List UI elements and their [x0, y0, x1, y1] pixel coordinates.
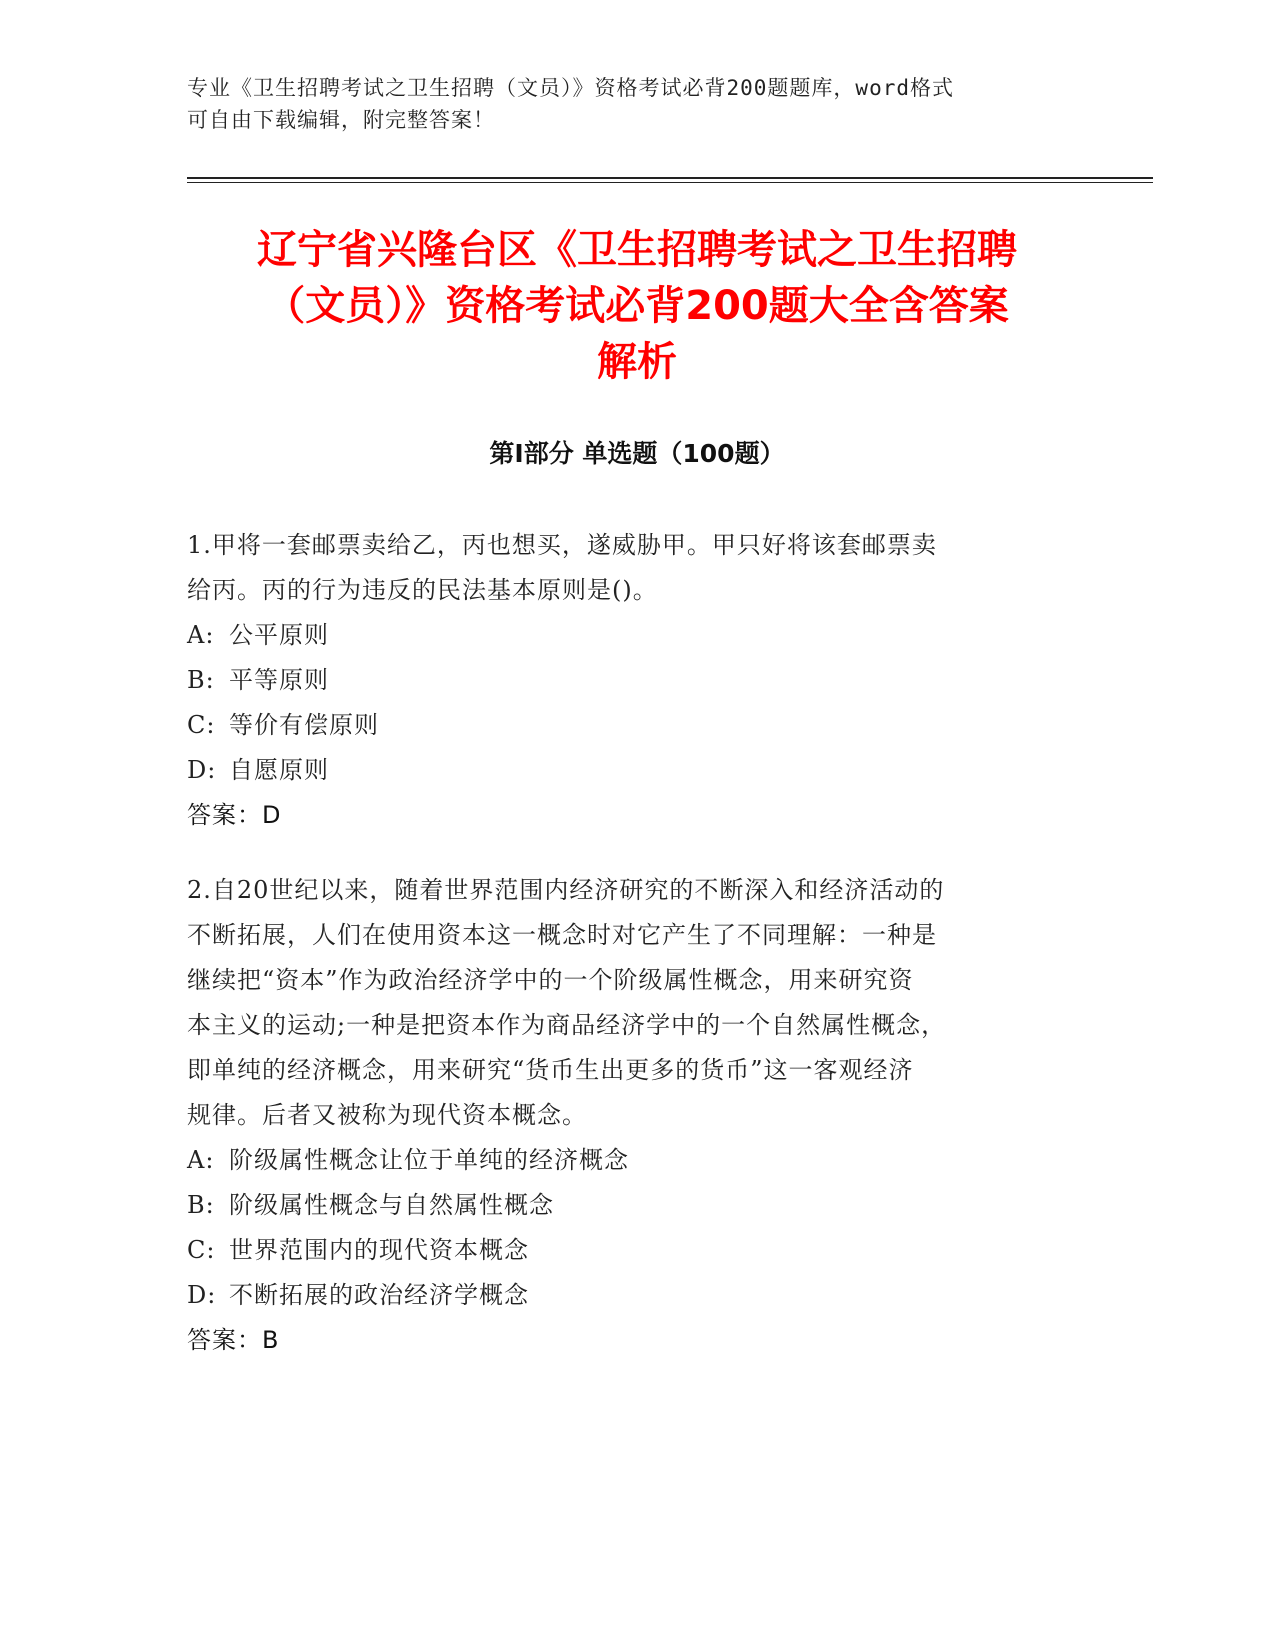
- question-1: [187, 523, 1087, 838]
- header-rule: [187, 177, 1153, 179]
- question-stem-line: 2.自20世纪以来，随着世界范围内经济研究的不断深入和经济活动的: [187, 876, 945, 904]
- answer-line: 答案：B: [187, 1326, 280, 1354]
- section-heading: 第Ⅰ部分 单选题（100题）: [489, 439, 785, 468]
- option-label: C:: [187, 711, 216, 739]
- option-label: D:: [187, 756, 217, 784]
- option-text: 等价有偿原则: [229, 711, 379, 739]
- option-label: B:: [187, 1191, 215, 1219]
- option-text: 自愿原则: [229, 756, 329, 784]
- header-note: [187, 72, 1067, 136]
- header-rule-thin: [187, 182, 1153, 183]
- question-stem-line: 继续把“资本”作为政治经济学中的一个阶级属性概念，用来研究资: [187, 966, 914, 994]
- option-label: C:: [187, 1236, 216, 1264]
- question-stem-line: 给丙。丙的行为违反的民法基本原则是()。: [187, 576, 658, 604]
- option-b: [187, 658, 1087, 703]
- option-text: 平等原则: [229, 666, 329, 694]
- option-label: B:: [187, 666, 215, 694]
- document-title: [187, 222, 1087, 390]
- option-text: 阶级属性概念与自然属性概念: [229, 1191, 554, 1219]
- header-note-line: 专业《卫生招聘考试之卫生招聘（文员）》资格考试必背200题题库，word格式: [187, 76, 954, 100]
- question-stem-line: 本主义的运动;一种是把资本作为商品经济学中的一个自然属性概念，: [187, 1011, 947, 1039]
- option-b: [187, 1183, 1087, 1228]
- answer-line: 答案：D: [187, 801, 282, 829]
- question-stem-line: 即单纯的经济概念，用来研究“货币生出更多的货币”这一客观经济: [187, 1056, 914, 1084]
- option-text: 不断拓展的政治经济学概念: [229, 1281, 529, 1309]
- title-line: 辽宁省兴隆台区《卫生招聘考试之卫生招聘: [257, 227, 1017, 273]
- title-line: 解析: [597, 339, 677, 385]
- option-a: [187, 613, 1087, 658]
- option-label: A:: [187, 621, 215, 649]
- option-d: [187, 748, 1087, 793]
- option-text: 阶级属性概念让位于单纯的经济概念: [229, 1146, 629, 1174]
- option-text: 世界范围内的现代资本概念: [229, 1236, 529, 1264]
- option-text: 公平原则: [229, 621, 329, 649]
- option-d: [187, 1273, 1087, 1318]
- question-stem-line: 不断拓展，人们在使用资本这一概念时对它产生了不同理解：一种是: [187, 921, 937, 949]
- option-c: [187, 703, 1087, 748]
- title-line: （文员）》资格考试必背200题大全含答案: [265, 283, 1009, 329]
- option-c: [187, 1228, 1087, 1273]
- header-note-line: 可自由下载编辑，附完整答案！: [187, 108, 495, 132]
- question-2: [187, 868, 1087, 1363]
- option-label: A:: [187, 1146, 215, 1174]
- option-a: [187, 1138, 1087, 1183]
- question-stem-line: 1.甲将一套邮票卖给乙，丙也想买，遂威胁甲。甲只好将该套邮票卖: [187, 531, 937, 559]
- question-stem-line: 规律。后者又被称为现代资本概念。: [187, 1101, 587, 1129]
- option-label: D:: [187, 1281, 217, 1309]
